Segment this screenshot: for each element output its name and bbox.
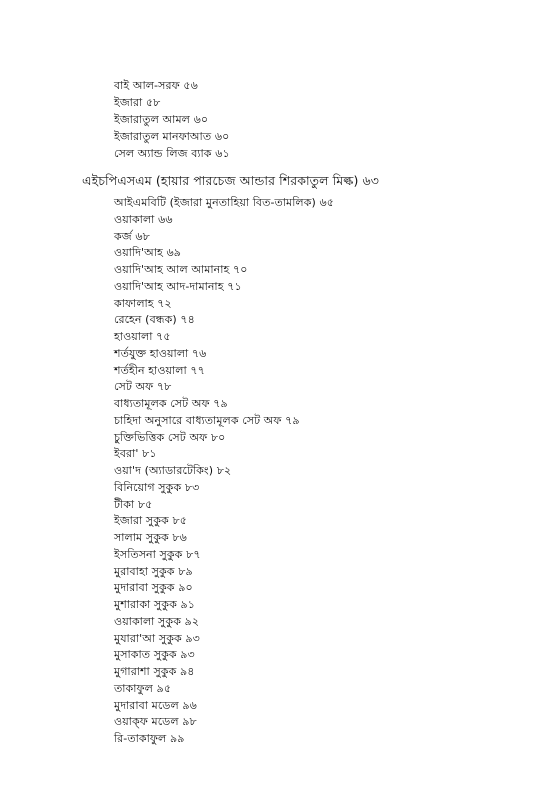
- toc-entry: [114, 78, 198, 94]
- toc-entry-page: ৬৮: [135, 229, 150, 243]
- toc-entry-title: মুগারাশা সুকুক: [114, 665, 177, 678]
- toc-entry-page: ৬০: [193, 113, 209, 126]
- toc-entry: [114, 497, 152, 513]
- toc-entry-title: মুদারাবা সুকুক: [114, 581, 175, 595]
- toc-entry: [114, 413, 300, 429]
- toc-entry-page: ৮১: [142, 447, 157, 461]
- toc-heading-page: ৬৩: [362, 173, 379, 188]
- toc-entry-title: বিনিয়োগ সুকুক: [114, 480, 182, 494]
- toc-entry-page: ৬৫: [319, 196, 335, 209]
- toc-entry-title: বাধ্যতামূলক সেট অফ: [114, 397, 210, 410]
- toc-entry: [114, 463, 231, 479]
- toc-entry: [114, 614, 199, 630]
- toc-entry: [114, 446, 157, 462]
- toc-entry: [114, 714, 197, 730]
- toc-entry-title: রি-তাকাফুল: [114, 732, 167, 745]
- toc-entry: [114, 731, 184, 747]
- toc-entry-title: কর্জ: [114, 229, 132, 243]
- toc-entry-title: টীকা: [114, 497, 135, 511]
- toc-entry-title: মুশারাকা সুকুক: [114, 598, 177, 611]
- toc-entry-page: ৯৩: [180, 648, 195, 662]
- toc-entry-page: ৬৬: [158, 212, 173, 226]
- toc-entry: [114, 262, 248, 278]
- toc-entry-title: ওয়া'দ (অ্যাডারটেকিং): [114, 464, 214, 477]
- toc-entry: [114, 296, 172, 312]
- toc-entry-page: ৮২: [216, 464, 232, 477]
- toc-entry-title: ওয়াদি'আহ আল আমানাহ: [114, 263, 230, 276]
- toc-entry-page: ৭৯: [285, 413, 300, 427]
- toc-entry-page: ৮৭: [186, 547, 201, 561]
- toc-entry-page: ৯০: [178, 581, 193, 595]
- toc-entry-page: ৭৯: [213, 397, 228, 410]
- toc-entry: [114, 112, 208, 128]
- toc-entry-title: সেট অফ: [114, 380, 154, 394]
- toc-entry-title: মুসাকাত সুকুক: [114, 648, 177, 662]
- toc-entry-title: ওয়াদি'আহ আদ-দামানাহ: [114, 279, 224, 293]
- toc-entry-title: কাফালাহ: [114, 296, 154, 310]
- toc-entry-title: শর্তযুক্ত হাওয়ালা: [114, 346, 189, 360]
- toc-entry-title: হাওয়ালা: [114, 330, 153, 343]
- toc-entry: [114, 698, 197, 714]
- toc-entry-title: ওয়াক্ফ মডেল: [114, 715, 179, 729]
- toc-entry: [114, 396, 228, 412]
- toc-entry-title: মুদারাবা মডেল: [114, 698, 179, 712]
- toc-entry: [114, 312, 195, 328]
- toc-entry: [114, 95, 160, 111]
- toc-entry-page: ৯৯: [169, 732, 185, 745]
- toc-entry: [114, 229, 150, 245]
- toc-entry: [114, 480, 199, 496]
- toc-entry: [114, 597, 195, 613]
- toc-entry-title: মুরাবাহা সুকুক: [114, 564, 175, 578]
- toc-entry: [114, 379, 171, 395]
- toc-entry: [114, 664, 195, 680]
- toc-entry: [114, 279, 242, 295]
- toc-entry-page: ৭০: [233, 263, 248, 276]
- toc-entry: [114, 513, 187, 529]
- toc-entry: [114, 245, 181, 261]
- toc-entry-page: ৭৬: [191, 346, 207, 360]
- toc-entry-title: ওয়াকালা: [114, 212, 155, 226]
- toc-entry-title: তাকাফুল: [114, 681, 153, 695]
- toc-entry: [114, 647, 195, 663]
- toc-entry: [114, 346, 206, 362]
- toc-entry-title: শর্তহীন হাওয়ালা: [114, 363, 187, 377]
- toc-entry: [114, 547, 201, 563]
- toc-entry-title: বাই আল-সরফ: [114, 79, 180, 92]
- toc-entry-page: ৫৬: [183, 79, 198, 92]
- toc-entry: [114, 681, 171, 697]
- toc-entry: [114, 530, 187, 546]
- toc-entry-page: ৮৫: [137, 497, 153, 511]
- toc-entry-page: ৬১: [215, 147, 230, 160]
- toc-entry-title: রেহেন (বন্ধক): [114, 313, 177, 327]
- toc-entry-title: সেল অ্যান্ড লিজ ব্যাক: [114, 147, 212, 160]
- toc-entry-page: ৯৮: [182, 715, 197, 729]
- toc-entry-page: ৯৫: [156, 681, 172, 695]
- toc-entry-page: ৯১: [180, 598, 195, 611]
- toc-entry: [114, 146, 230, 162]
- toc-heading-title: এইচপিএসএম (হায়ার পারচেজ আন্ডার শিরকাতুল মিল্ক): [82, 173, 359, 188]
- toc-entry-title: ইজারাতুল আমল: [114, 113, 190, 126]
- toc-entry-title: ইজারা সুকুক: [114, 514, 169, 528]
- toc-entry: [114, 195, 334, 211]
- toc-entry-page: ৮৩: [184, 480, 200, 494]
- toc-entry: [114, 580, 193, 596]
- toc-entry: [114, 631, 200, 647]
- toc-entry: [114, 212, 173, 228]
- toc-entry-page: ৭২: [157, 296, 172, 310]
- toc-entry-page: ৮৬: [172, 531, 187, 544]
- toc-entry-page: ৬৯: [166, 246, 182, 260]
- toc-entry-title: সালাম সুকুক: [114, 531, 169, 544]
- toc-entry-page: ৮৯: [178, 564, 193, 578]
- toc-entry: [114, 329, 171, 345]
- toc-entry-page: ৯২: [184, 614, 200, 628]
- toc-entry-page: ৭৪: [180, 313, 195, 327]
- toc-entry-page: ৭৫: [156, 330, 171, 343]
- toc-entry-page: ৭১: [227, 279, 242, 293]
- toc-entry-title: ওয়াকালা সুকুক: [114, 614, 181, 628]
- toc-entry: [114, 363, 205, 379]
- toc-entry-page: ৯৬: [182, 698, 197, 712]
- toc-entry-title: ইজারাতুল মানফাআত: [114, 130, 212, 143]
- toc-entry-page: ৮৫: [172, 514, 187, 528]
- toc-entry-title: ওয়াদি'আহ: [114, 246, 163, 260]
- toc-entry: [114, 129, 229, 145]
- toc-entry-page: ৯৩: [185, 631, 200, 645]
- toc-entry-title: ইসতিসনা সুকুক: [114, 547, 183, 561]
- toc-entry-title: আইএমবিটি (ইজারা মুনতাহিয়া বিত-তামলিক): [114, 196, 316, 209]
- toc-entry-page: ৮০: [210, 430, 226, 444]
- toc-entry-title: ইবরা': [114, 447, 139, 461]
- toc-entry-title: ইজারা: [114, 96, 143, 109]
- toc-entry-title: চুক্তিভিত্তিক সেট অফ: [114, 430, 208, 444]
- toc-entry-title: মুযারা'আ সুকুক: [114, 631, 182, 645]
- toc-entry-page: ৫৮: [145, 96, 161, 109]
- toc-entry-title: চাহিদা অনুসারে বাধ্যতামূলক সেট অফ: [114, 413, 282, 427]
- toc-entry-page: ৭৮: [156, 380, 172, 394]
- toc-entry: [114, 430, 225, 446]
- toc-entry-page: ৭৭: [190, 363, 205, 377]
- toc-entry-page: ৬০: [214, 130, 230, 143]
- toc-entry: [114, 564, 193, 580]
- toc-entry-page: ৯৪: [180, 665, 195, 678]
- toc-section-heading: [82, 172, 379, 190]
